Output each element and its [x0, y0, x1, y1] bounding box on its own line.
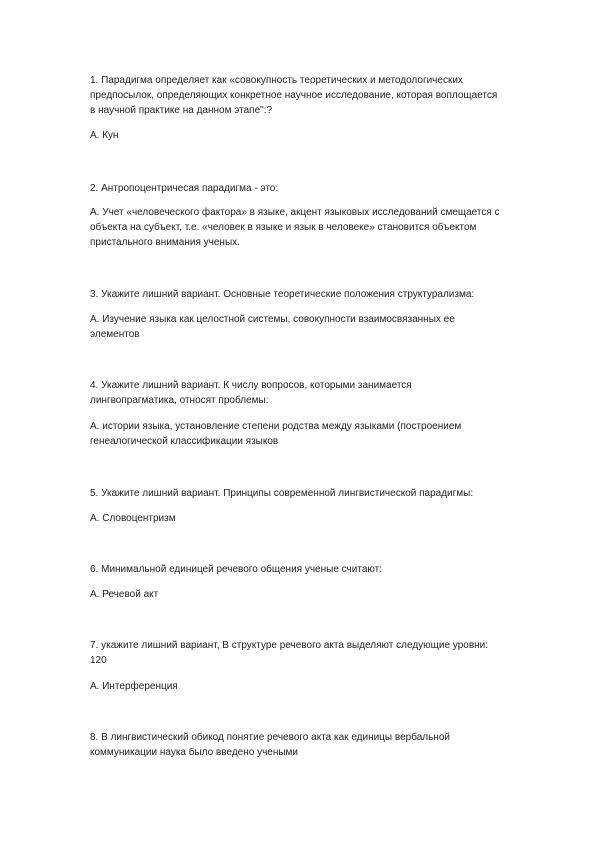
question-6: 6. Минимальной единицей речевого общения ученые считают: [90, 564, 383, 575]
answer-4: А. истории языка, установление степени родства между языками (построением генеалогической классификации языков [90, 421, 462, 447]
question-3: 3. Укажите лишний вариант. Основные теоретические положения структурализма: [90, 289, 475, 300]
question-5: 5. Укажите лишний вариант. Принципы современной лингвистической парадигмы: [90, 488, 474, 499]
answer-7: А. Интерференция [90, 681, 178, 692]
answer-2: А. Учет «человеческого фактора» в языке, акцент языковых исследований смещается с объекта на субъект, т.е. «человек в языке и язык в человеке» становится объектом пристального внимания ученых. [90, 207, 500, 248]
answer-1: А. Кун [90, 130, 119, 141]
answer-5: А. Словоцентризм [90, 513, 176, 524]
answer-3: А. Изучение языка как целостной системы, совокупности взаимосвязанных ее элементов [90, 314, 455, 340]
question-2: 2. Антропоцентричесая парадигма - это: [90, 183, 279, 194]
question-4: 4. Укажите лишний вариант. К числу вопросов, которыми занимается лингвопрагматика, относят проблемы: [90, 380, 412, 406]
question-7: 7. укажите лишний вариант, В структуре речевого акта выделяют следующие уровни: 120 [90, 640, 489, 666]
question-1: 1. Парадигма определяет как «совокупность теоретических и методологических предпосылок, определяющих конкретное научное исследование, которая воплощается в научной практике на данном этапе":? [90, 75, 498, 116]
question-8: 8. В лингвистический обикод понятие речевого акта как единицы вербальной коммуникации наука было введено учеными [90, 732, 450, 758]
answer-6: А. Речевой акт [90, 589, 159, 600]
